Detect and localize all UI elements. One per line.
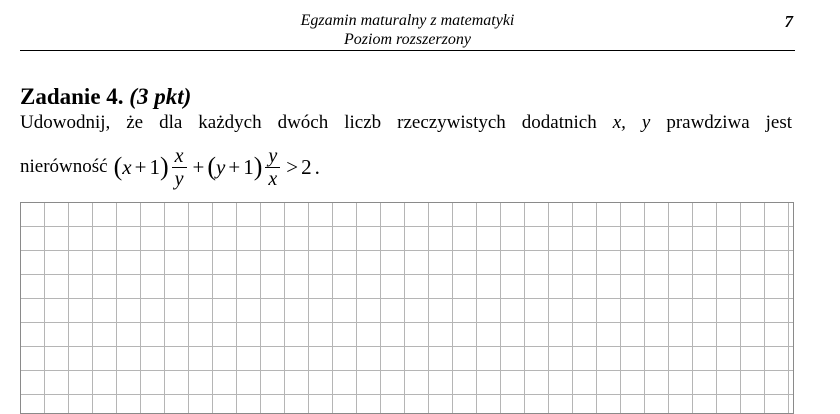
greater-than-sign: > — [286, 154, 299, 179]
formula-line — [20, 142, 320, 192]
number-two: 2 — [301, 154, 312, 179]
inequality-formula — [114, 145, 320, 190]
task-statement — [20, 111, 792, 135]
close-paren: ) — [253, 152, 263, 181]
period: . — [314, 154, 320, 179]
task-heading — [20, 84, 191, 110]
open-paren: ( — [207, 152, 217, 181]
task-text-prefix: Udowodnij, że dla każdych dwóch liczb rzeczywistych dodatnich — [20, 112, 597, 133]
plus-sign: + — [228, 154, 241, 179]
number-one: 1 — [149, 154, 160, 179]
page-header — [20, 10, 795, 51]
fraction-denominator: x — [268, 167, 278, 190]
plus-sign: + — [134, 154, 147, 179]
task-number: Zadanie 4. — [20, 84, 124, 109]
var-y: y — [216, 154, 226, 179]
answer-grid[interactable] — [20, 202, 794, 414]
fraction-numerator: x — [172, 145, 187, 168]
fraction-x-over-y — [172, 145, 187, 190]
plus-sign: + — [192, 154, 205, 179]
task-points: (3 pkt) — [129, 84, 192, 109]
open-paren: ( — [113, 152, 123, 181]
exam-level: Poziom rozszerzony — [344, 31, 471, 48]
task-variables: x, y — [612, 112, 651, 133]
formula-lead-text: nierówność — [20, 156, 108, 177]
fraction-numerator: y — [265, 145, 280, 168]
fraction-denominator: y — [174, 167, 184, 190]
task-text-suffix: prawdziwa jest — [666, 112, 793, 133]
close-paren: ) — [159, 152, 169, 181]
fraction-y-over-x — [265, 145, 280, 190]
number-one: 1 — [243, 154, 254, 179]
var-x: x — [122, 154, 132, 179]
exam-title: Egzamin maturalny z matematyki — [300, 12, 515, 29]
page-number: 7 — [784, 12, 793, 31]
